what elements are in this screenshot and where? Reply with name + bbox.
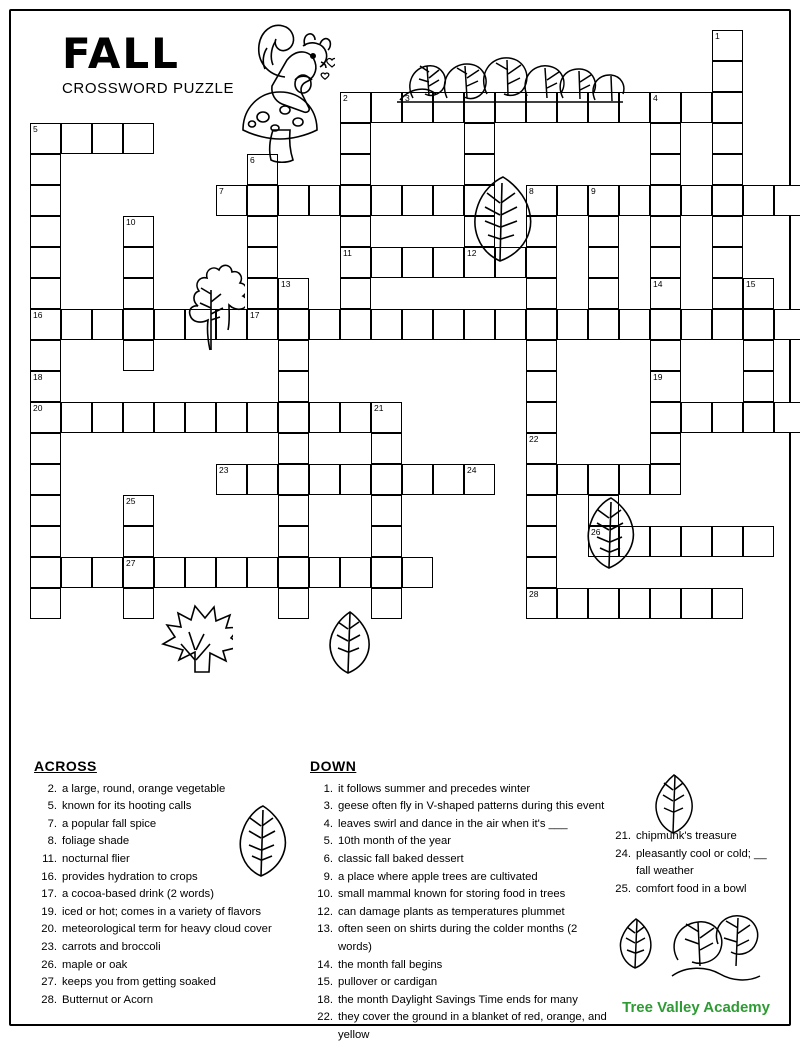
cell-number: 3	[405, 93, 410, 103]
clue-item	[310, 851, 610, 869]
clue-text: can damage plants as temperatures plummet	[338, 905, 565, 918]
clue-number: 1.	[323, 782, 333, 795]
clue-number: 22.	[317, 1011, 333, 1024]
clue-item	[310, 974, 610, 992]
clue-text: leaves swirl and dance in the air when it's ___	[338, 817, 568, 830]
clue-item	[608, 881, 768, 899]
clue-text: meteorological term for heavy cloud cover	[62, 923, 272, 936]
clue-item	[34, 816, 299, 834]
clue-item	[310, 957, 610, 975]
clue-text: foliage shade	[62, 835, 130, 848]
clue-number: 27.	[41, 976, 57, 989]
clue-item	[310, 833, 610, 851]
clue-number: 3.	[323, 800, 333, 813]
clue-number: 25.	[615, 882, 631, 895]
clue-item	[34, 904, 299, 922]
cell-number: 16	[33, 310, 43, 320]
down-heading: DOWN	[310, 758, 357, 774]
cell-number: 14	[653, 279, 663, 289]
brand-footer: Tree Valley Academy	[622, 999, 770, 1016]
page-subtitle: CROSSWORD PUZZLE	[62, 80, 235, 97]
across-heading: ACROSS	[34, 758, 97, 774]
clue-item	[34, 833, 299, 851]
clue-text: chipmunk's treasure	[636, 830, 737, 842]
clue-number: 19.	[41, 905, 57, 918]
title-block	[62, 29, 235, 97]
cell-number: 20	[33, 403, 43, 413]
cell-number: 6	[250, 155, 255, 165]
clue-text: maple or oak	[62, 958, 128, 971]
cell-number: 8	[529, 186, 534, 196]
cell-number: 11	[343, 248, 352, 258]
clue-text: pullover or cardigan	[338, 976, 438, 989]
cell-number: 7	[219, 186, 224, 196]
cell-number: 24	[467, 465, 477, 475]
cell-number: 5	[33, 124, 38, 134]
clue-number: 11.	[42, 852, 57, 865]
cell-number: 26	[591, 527, 601, 537]
clue-text: a place where apple trees are cultivated	[338, 870, 538, 883]
down-items	[310, 781, 610, 1045]
clue-number: 5.	[47, 800, 57, 813]
clue-text: Butternut or Acorn	[62, 993, 154, 1006]
clue-item	[34, 798, 299, 816]
cell-number: 27	[126, 558, 136, 568]
cell-number: 2	[343, 93, 348, 103]
clue-number: 13.	[317, 923, 333, 936]
clue-number: 26.	[41, 958, 57, 971]
cell-number: 4	[653, 93, 658, 103]
clue-number: 2.	[47, 782, 57, 795]
clue-number: 9.	[323, 870, 333, 883]
clue-text: known for its hooting calls	[62, 800, 192, 813]
clue-item	[310, 921, 610, 956]
clue-item	[310, 798, 610, 816]
clue-text: comfort food in a bowl	[636, 882, 747, 895]
clue-item	[34, 886, 299, 904]
clue-number: 12.	[317, 905, 333, 918]
clue-text: a large, round, orange vegetable	[62, 782, 226, 795]
down-clue-list	[310, 758, 610, 1045]
clue-item	[34, 781, 299, 799]
cell-number: 19	[653, 372, 663, 382]
cell-number: 10	[126, 217, 136, 227]
clue-number: 4.	[323, 817, 333, 830]
clue-number: 8.	[47, 835, 57, 848]
clue-item	[310, 869, 610, 887]
clue-text: iced or hot; comes in a variety of flavors	[62, 905, 262, 918]
clue-text: pleasantly cool or cold; __ fall weather	[636, 847, 767, 878]
clue-item	[608, 828, 768, 846]
cell-number: 22	[529, 434, 539, 444]
clue-text: geese often fly in V-shaped patterns during this event	[338, 800, 605, 813]
clue-number: 28.	[41, 993, 57, 1006]
cell-number: 21	[374, 403, 384, 413]
clue-item	[34, 974, 299, 992]
clue-number: 21.	[615, 830, 631, 842]
clue-item	[310, 1009, 610, 1044]
clue-text: small mammal known for storing food in trees	[338, 888, 566, 901]
down-items-2	[608, 828, 768, 898]
clue-text: provides hydration to crops	[62, 870, 198, 883]
clue-number: 17.	[41, 888, 57, 901]
down-clue-list-column-2	[608, 828, 768, 898]
clue-text: it follows summer and precedes winter	[338, 782, 531, 795]
clue-number: 14.	[317, 958, 333, 971]
clue-number: 20.	[41, 923, 57, 936]
clue-number: 10.	[317, 888, 333, 901]
cell-number: 9	[591, 186, 596, 196]
clue-text: they cover the ground in a blanket of red, orange, and yellow	[338, 1011, 607, 1041]
cell-number: 28	[529, 589, 539, 599]
clue-number: 24.	[615, 847, 631, 860]
clue-number: 7.	[47, 817, 57, 830]
clue-text: the month fall begins	[338, 958, 443, 971]
clue-item	[608, 846, 768, 881]
clue-item	[310, 992, 610, 1010]
cell-number: 18	[33, 372, 43, 382]
clue-text: nocturnal flier	[62, 852, 130, 865]
clue-item	[310, 781, 610, 799]
clue-number: 15.	[317, 976, 333, 989]
clue-item	[310, 816, 610, 834]
cell-number: 25	[126, 496, 136, 506]
page-title: FALL	[62, 29, 180, 78]
clue-item	[34, 921, 299, 939]
clue-text: 10th month of the year	[338, 835, 452, 848]
clue-number: 23.	[41, 940, 57, 953]
clue-item	[310, 904, 610, 922]
clue-text: a popular fall spice	[62, 817, 157, 830]
across-clue-list	[34, 758, 299, 1009]
cell-number: 23	[219, 465, 229, 475]
across-items	[34, 781, 299, 1010]
clue-number: 18.	[317, 993, 333, 1006]
clue-text: carrots and broccoli	[62, 940, 161, 953]
cell-number: 12	[467, 248, 477, 258]
cell-number: 1	[715, 31, 720, 41]
clue-item	[34, 939, 299, 957]
cell-number: 17	[250, 310, 260, 320]
cell-number: 15	[746, 279, 756, 289]
clue-item	[34, 851, 299, 869]
clue-text: a cocoa-based drink (2 words)	[62, 888, 214, 901]
clue-item	[34, 957, 299, 975]
clue-text: often seen on shirts during the colder months (2 words)	[338, 923, 578, 953]
clue-number: 5.	[323, 835, 333, 848]
clue-text: classic fall baked dessert	[338, 852, 464, 865]
clue-number: 16.	[41, 870, 57, 883]
clue-item	[310, 886, 610, 904]
clue-number: 6.	[323, 852, 333, 865]
clue-text: the month Daylight Savings Time ends for many	[338, 993, 578, 1006]
cell-number: 13	[281, 279, 291, 289]
clue-text: keeps you from getting soaked	[62, 976, 216, 989]
clue-item	[34, 869, 299, 887]
clue-item	[34, 992, 299, 1010]
